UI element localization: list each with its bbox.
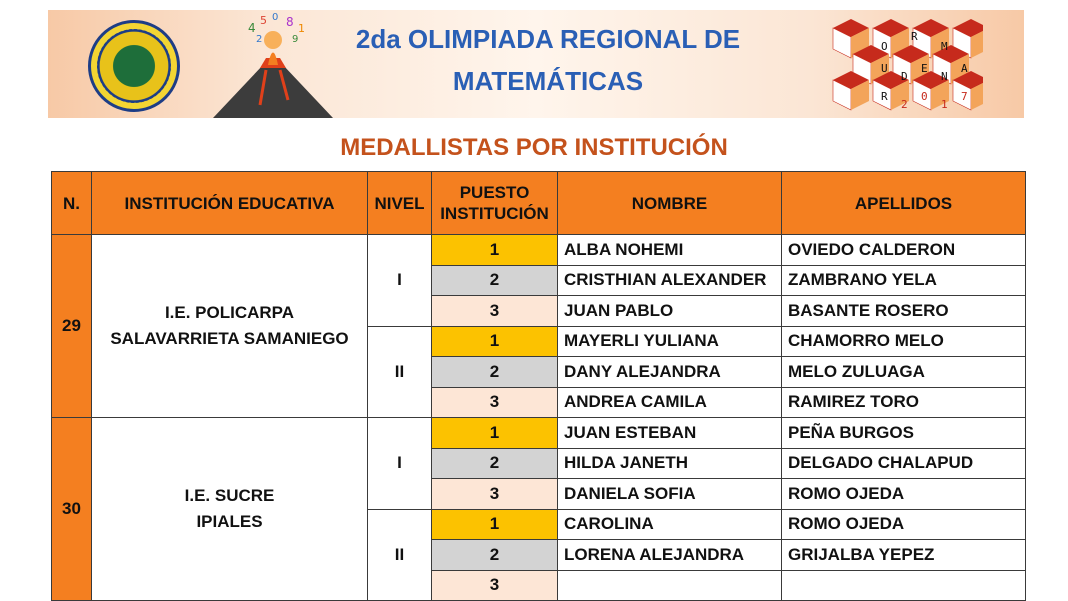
- university-seal-logo: [88, 20, 180, 112]
- place-cell: 3: [432, 570, 558, 601]
- surname-cell: DELGADO CHALAPUD: [782, 448, 1026, 479]
- group-number: 29: [52, 235, 92, 418]
- page-title: [333, 18, 763, 102]
- name-cell: LORENA ALEJANDRA: [558, 540, 782, 571]
- cube-letter: R: [911, 30, 918, 43]
- place-cell: 3: [432, 296, 558, 327]
- surname-cell: PEÑA BURGOS: [782, 418, 1026, 449]
- cube-letter: 0: [921, 90, 928, 103]
- place-cell: 1: [432, 326, 558, 357]
- volcano-numbers-illustration: [208, 10, 338, 118]
- place-cell: 1: [432, 418, 558, 449]
- group-number: 30: [52, 418, 92, 601]
- cube-letter: A: [961, 62, 968, 75]
- header-place-line-2: INSTITUCIÓN: [440, 204, 549, 223]
- cube-letter: U: [881, 62, 888, 75]
- surname-cell: GRIJALBA YEPEZ: [782, 540, 1026, 571]
- name-cell: HILDA JANETH: [558, 448, 782, 479]
- svg-text:1: 1: [298, 22, 305, 35]
- level-cell: II: [368, 326, 432, 418]
- surname-cell: ZAMBRANO YELA: [782, 265, 1026, 296]
- place-cell: 2: [432, 448, 558, 479]
- cube-letter: 2: [901, 98, 908, 111]
- table-row: [52, 418, 1026, 449]
- place-cell: 1: [432, 235, 558, 266]
- cube-letter: 7: [961, 90, 968, 103]
- svg-text:4: 4: [248, 21, 256, 35]
- title-line-2: MATEMÁTICAS: [452, 66, 644, 96]
- institution-name: [92, 418, 368, 601]
- header-level: NIVEL: [368, 172, 432, 235]
- institution-line-1: I.E. SUCRE: [184, 486, 275, 505]
- table-header-row: [52, 172, 1026, 235]
- level-cell: I: [368, 418, 432, 510]
- medalists-table: [51, 171, 1026, 601]
- name-cell: JUAN PABLO: [558, 296, 782, 327]
- level-cell: II: [368, 509, 432, 601]
- surname-cell: ROMO OJEDA: [782, 509, 1026, 540]
- header-surname: APELLIDOS: [782, 172, 1026, 235]
- svg-text:8: 8: [286, 15, 294, 29]
- place-cell: 2: [432, 540, 558, 571]
- svg-text:0: 0: [272, 12, 279, 23]
- section-subtitle: MEDALLISTAS POR INSTITUCIÓN: [340, 134, 728, 161]
- name-cell: CAROLINA: [558, 509, 782, 540]
- cube-letter: O: [881, 40, 888, 53]
- surname-cell: ROMO OJEDA: [782, 479, 1026, 510]
- institution-name: [92, 235, 368, 418]
- name-cell: [558, 570, 782, 601]
- name-cell: JUAN ESTEBAN: [558, 418, 782, 449]
- name-cell: MAYERLI YULIANA: [558, 326, 782, 357]
- name-cell: DANIELA SOFIA: [558, 479, 782, 510]
- place-cell: 2: [432, 357, 558, 388]
- cube-letter: M: [941, 40, 948, 53]
- name-cell: CRISTHIAN ALEXANDER: [558, 265, 782, 296]
- header-name: NOMBRE: [558, 172, 782, 235]
- institution-line-2: IPIALES: [196, 512, 263, 531]
- place-cell: 3: [432, 387, 558, 418]
- header-place-line-1: PUESTO: [459, 183, 530, 202]
- table-row: [52, 235, 1026, 266]
- level-cell: I: [368, 235, 432, 327]
- header-institution: INSTITUCIÓN EDUCATIVA: [92, 172, 368, 235]
- surname-cell: RAMIREZ TORO: [782, 387, 1026, 418]
- svg-text:9: 9: [292, 34, 299, 45]
- place-cell: 3: [432, 479, 558, 510]
- place-cell: 1: [432, 509, 558, 540]
- surname-cell: [782, 570, 1026, 601]
- name-cell: DANY ALEJANDRA: [558, 357, 782, 388]
- institution-line-2: SALAVARRIETA SAMANIEGO: [110, 329, 349, 348]
- cube-letter: N: [941, 70, 948, 83]
- header-place: [432, 172, 558, 235]
- surname-cell: OVIEDO CALDERON: [782, 235, 1026, 266]
- surname-cell: MELO ZULUAGA: [782, 357, 1026, 388]
- place-cell: 2: [432, 265, 558, 296]
- header-banner: [48, 10, 1024, 118]
- svg-text:2: 2: [256, 34, 263, 45]
- svg-text:5: 5: [260, 14, 267, 27]
- institution-line-1: I.E. POLICARPA: [164, 303, 295, 322]
- surname-cell: BASANTE ROSERO: [782, 296, 1026, 327]
- cube-letter: 1: [941, 98, 948, 111]
- surname-cell: CHAMORRO MELO: [782, 326, 1026, 357]
- name-cell: ALBA NOHEMI: [558, 235, 782, 266]
- cube-letter: D: [901, 70, 908, 83]
- cube-letter: R: [881, 90, 888, 103]
- title-line-1: 2da OLIMPIADA REGIONAL DE: [355, 24, 741, 54]
- header-n: N.: [52, 172, 92, 235]
- ormudenar-cubes-logo: [823, 10, 983, 118]
- cube-letter: E: [921, 62, 928, 75]
- name-cell: ANDREA CAMILA: [558, 387, 782, 418]
